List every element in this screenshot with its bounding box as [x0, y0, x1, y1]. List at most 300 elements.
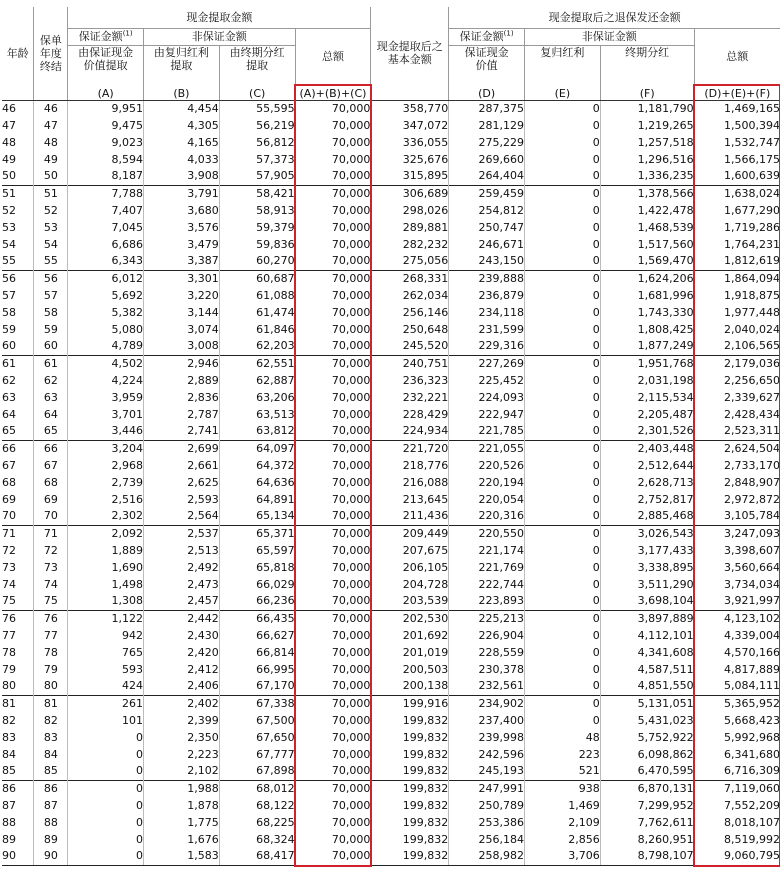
- table-row: [2, 440, 780, 457]
- table-row: [2, 338, 780, 355]
- cell-total-withdrawal: 70,000: [295, 338, 371, 355]
- cell-e: 0: [525, 440, 601, 457]
- cell-f: 5,752,922: [600, 729, 694, 746]
- surrender-guaranteed-note: (1): [503, 29, 514, 38]
- table-row: [2, 457, 780, 474]
- cell-c: 66,995: [219, 661, 295, 678]
- cell-f: 3,026,543: [600, 525, 694, 542]
- cell-a: 1,498: [68, 576, 144, 593]
- cell-c: 57,373: [219, 151, 295, 168]
- cell-f: 5,131,051: [600, 695, 694, 712]
- cell-policy-year: 70: [34, 508, 68, 525]
- cell-age: 83: [2, 729, 34, 746]
- cell-f: 4,341,608: [600, 644, 694, 661]
- cell-total-withdrawal: 70,000: [295, 457, 371, 474]
- cell-policy-year: 59: [34, 321, 68, 338]
- cell-total-withdrawal: 70,000: [295, 661, 371, 678]
- cell-policy-year: 66: [34, 440, 68, 457]
- cell-total-surrender: 8,519,992: [724, 832, 780, 846]
- cell-total-surrender: 2,339,627: [724, 390, 780, 404]
- cell-a: 5,692: [68, 287, 144, 304]
- withdrawal-guaranteed-text: 保证金额: [78, 30, 123, 43]
- cell-a: 9,023: [68, 134, 144, 151]
- cell-a: 6,012: [68, 270, 144, 287]
- cell-total-surrender: 4,339,004: [724, 628, 780, 642]
- cell-basic-amount: 203,539: [371, 593, 449, 610]
- cell-d: 243,150: [449, 253, 525, 270]
- header-policy-year: 保单 年度 终结: [34, 7, 68, 100]
- cell-b: 2,442: [144, 610, 220, 627]
- cell-f: 1,951,768: [600, 355, 694, 372]
- table-row: [2, 253, 780, 270]
- cell-a: 3,204: [68, 440, 144, 457]
- table-row: [2, 763, 780, 780]
- cell-e: 0: [525, 610, 601, 627]
- cell-f: 2,403,448: [600, 440, 694, 457]
- cell-age: 90: [2, 848, 34, 865]
- cell-total-withdrawal: 70,000: [295, 729, 371, 746]
- table-row: [2, 287, 780, 304]
- cell-policy-year: 53: [34, 219, 68, 236]
- cell-c: 62,887: [219, 372, 295, 389]
- cell-c: 68,324: [219, 831, 295, 848]
- surrender-guaranteed-text: 保证金额: [459, 30, 504, 43]
- cell-total-surrender: 3,560,664: [724, 560, 780, 574]
- cell-a: 0: [68, 729, 144, 746]
- table-row: [2, 355, 780, 372]
- cell-total-withdrawal: 70,000: [295, 372, 371, 389]
- cell-e: 48: [525, 729, 601, 746]
- cell-total-withdrawal: 70,000: [295, 304, 371, 321]
- cell-f: 1,219,265: [600, 117, 694, 134]
- cell-total-surrender: 3,398,607: [724, 543, 780, 557]
- cell-age: 48: [2, 134, 34, 151]
- cell-d: 220,526: [449, 457, 525, 474]
- cell-c: 66,435: [219, 610, 295, 627]
- cell-a: 2,092: [68, 525, 144, 542]
- cell-b: 3,479: [144, 236, 220, 253]
- header-surrender-group: 现金提取后之退保发还金额: [449, 7, 780, 28]
- cell-age: 87: [2, 797, 34, 814]
- cell-policy-year: 78: [34, 644, 68, 661]
- cell-basic-amount: 199,832: [371, 729, 449, 746]
- cell-e: 938: [525, 780, 601, 797]
- cell-total-withdrawal: 70,000: [295, 593, 371, 610]
- cell-c: 60,270: [219, 253, 295, 270]
- table-row: [2, 831, 780, 848]
- cell-d: 281,129: [449, 117, 525, 134]
- cell-b: 2,223: [144, 746, 220, 763]
- cell-age: 69: [2, 491, 34, 508]
- cell-c: 67,338: [219, 695, 295, 712]
- cell-policy-year: 49: [34, 151, 68, 168]
- cell-d: 253,386: [449, 814, 525, 831]
- cell-b: 2,946: [144, 355, 220, 372]
- cell-total-surrender: 2,106,565: [724, 339, 780, 353]
- cell-total-surrender: 2,848,907: [724, 475, 780, 489]
- cell-basic-amount: 306,689: [371, 185, 449, 202]
- table-row: [2, 525, 780, 542]
- cell-b: 3,074: [144, 321, 220, 338]
- cell-total-surrender: 1,977,448: [724, 305, 780, 319]
- cell-c: 63,812: [219, 423, 295, 440]
- cell-basic-amount: 262,034: [371, 287, 449, 304]
- cell-f: 3,511,290: [600, 576, 694, 593]
- cell-policy-year: 85: [34, 763, 68, 780]
- cell-age: 89: [2, 831, 34, 848]
- cell-f: 1,181,790: [600, 100, 694, 117]
- cell-b: 2,836: [144, 389, 220, 406]
- cell-basic-amount: 218,776: [371, 457, 449, 474]
- cell-a: 0: [68, 831, 144, 848]
- cell-c: 66,814: [219, 644, 295, 661]
- cell-a: 0: [68, 763, 144, 780]
- cell-f: 7,299,952: [600, 797, 694, 814]
- cell-e: 0: [525, 219, 601, 236]
- cell-a: 4,502: [68, 355, 144, 372]
- table-row: [2, 814, 780, 831]
- cell-total-surrender: 5,668,423: [724, 713, 780, 727]
- cell-d: 231,599: [449, 321, 525, 338]
- header-age: [2, 7, 34, 100]
- cell-basic-amount: 245,520: [371, 338, 449, 355]
- cell-b: 2,661: [144, 457, 220, 474]
- cell-b: 2,564: [144, 508, 220, 525]
- cell-total-surrender: 1,566,175: [724, 152, 780, 166]
- cell-f: 3,698,104: [600, 593, 694, 610]
- cell-policy-year: 82: [34, 712, 68, 729]
- cell-policy-year: 46: [34, 100, 68, 117]
- cell-total-surrender: 1,764,231: [724, 237, 780, 251]
- cell-policy-year: 72: [34, 542, 68, 559]
- cell-b: 4,305: [144, 117, 220, 134]
- cell-total-surrender: 4,817,889: [724, 662, 780, 676]
- cell-d: 222,744: [449, 576, 525, 593]
- cell-total-surrender: 2,040,024: [724, 322, 780, 336]
- cell-total-withdrawal: 70,000: [295, 474, 371, 491]
- cell-f: 1,808,425: [600, 321, 694, 338]
- cell-b: 2,350: [144, 729, 220, 746]
- cell-policy-year: 86: [34, 780, 68, 797]
- cell-age: 64: [2, 406, 34, 423]
- table-row: [2, 389, 780, 406]
- cell-b: 2,787: [144, 406, 220, 423]
- table-row: [2, 168, 780, 185]
- cell-policy-year: 50: [34, 168, 68, 185]
- cell-basic-amount: 206,105: [371, 559, 449, 576]
- cell-basic-amount: 224,934: [371, 423, 449, 440]
- cell-basic-amount: 211,436: [371, 508, 449, 525]
- cell-age: 59: [2, 321, 34, 338]
- cell-total-surrender: 3,734,034: [724, 577, 780, 591]
- cell-d: 220,316: [449, 508, 525, 525]
- cell-f: 1,378,566: [600, 185, 694, 202]
- cell-policy-year: 65: [34, 423, 68, 440]
- table-row: [2, 270, 780, 287]
- cell-age: 58: [2, 304, 34, 321]
- cell-c: 64,636: [219, 474, 295, 491]
- cell-total-surrender: 3,247,093: [694, 525, 780, 542]
- cell-a: 942: [68, 627, 144, 644]
- cell-c: 66,627: [219, 627, 295, 644]
- table-row: [2, 542, 780, 559]
- cell-basic-amount: 221,720: [371, 440, 449, 457]
- cell-e: 2,109: [525, 814, 601, 831]
- cell-d: 275,229: [449, 134, 525, 151]
- cell-c: 66,236: [219, 593, 295, 610]
- cell-age: 56: [2, 270, 34, 287]
- cell-basic-amount: 216,088: [371, 474, 449, 491]
- cell-d: 222,947: [449, 406, 525, 423]
- cell-basic-amount: 315,895: [371, 168, 449, 185]
- cell-total-withdrawal: 70,000: [295, 814, 371, 831]
- table-row: [2, 627, 780, 644]
- cell-b: 2,406: [144, 678, 220, 695]
- cell-f: 2,301,526: [600, 423, 694, 440]
- table-row: [2, 797, 780, 814]
- cell-b: 2,412: [144, 661, 220, 678]
- cell-a: 3,701: [68, 406, 144, 423]
- cell-a: 0: [68, 814, 144, 831]
- table-row: [2, 678, 780, 695]
- cell-a: 7,407: [68, 202, 144, 219]
- cell-b: 2,420: [144, 644, 220, 661]
- cell-d: 229,316: [449, 338, 525, 355]
- cell-total-surrender: 4,123,102: [694, 610, 780, 627]
- cell-policy-year: 87: [34, 797, 68, 814]
- cell-f: 1,569,470: [600, 253, 694, 270]
- cell-e: 0: [525, 423, 601, 440]
- cell-f: 3,338,895: [600, 559, 694, 576]
- cell-policy-year: 79: [34, 661, 68, 678]
- cell-age: 74: [2, 576, 34, 593]
- cell-e: 0: [525, 491, 601, 508]
- cell-f: 1,517,560: [600, 236, 694, 253]
- cell-total-surrender: 1,600,639: [724, 169, 780, 183]
- cell-total-surrender: 1,677,290: [724, 203, 780, 217]
- cell-d: 247,991: [449, 780, 525, 797]
- cell-total-surrender: 5,365,952: [694, 695, 780, 712]
- table-row: [2, 134, 780, 151]
- cell-policy-year: 88: [34, 814, 68, 831]
- cell-e: 0: [525, 100, 601, 117]
- cell-total-withdrawal: 70,000: [295, 406, 371, 423]
- label-b: (B): [144, 85, 220, 100]
- cell-policy-year: 71: [34, 525, 68, 542]
- cell-e: 0: [525, 474, 601, 491]
- cell-b: 2,457: [144, 593, 220, 610]
- cell-total-surrender: 6,341,680: [724, 747, 780, 761]
- cell-age: 68: [2, 474, 34, 491]
- cell-d: 254,812: [449, 202, 525, 219]
- cell-c: 67,650: [219, 729, 295, 746]
- cell-f: 1,624,206: [600, 270, 694, 287]
- cell-basic-amount: 199,832: [371, 831, 449, 848]
- table-row: [2, 202, 780, 219]
- cell-a: 1,308: [68, 593, 144, 610]
- cell-b: 2,473: [144, 576, 220, 593]
- cell-total-withdrawal: 70,000: [295, 627, 371, 644]
- cell-age: 82: [2, 712, 34, 729]
- cell-b: 3,301: [144, 270, 220, 287]
- cell-a: 1,122: [68, 610, 144, 627]
- cell-b: 1,988: [144, 780, 220, 797]
- cell-c: 64,891: [219, 491, 295, 508]
- label-def: (D)+(E)+(F): [694, 85, 780, 100]
- cell-basic-amount: 199,832: [371, 746, 449, 763]
- cell-age: 47: [2, 117, 34, 134]
- cell-f: 8,798,107: [600, 848, 694, 865]
- cell-a: 1,690: [68, 559, 144, 576]
- cell-f: 2,512,644: [600, 457, 694, 474]
- cell-d: 269,660: [449, 151, 525, 168]
- cell-d: 239,888: [449, 270, 525, 287]
- cell-age: 85: [2, 763, 34, 780]
- label-d: (D): [449, 85, 525, 100]
- cell-c: 67,898: [219, 763, 295, 780]
- cell-e: 0: [525, 304, 601, 321]
- cell-age: 73: [2, 559, 34, 576]
- cell-d: 250,789: [449, 797, 525, 814]
- cell-c: 67,170: [219, 678, 295, 695]
- cell-age: 51: [2, 185, 34, 202]
- header-withdrawal-group: 现金提取金额: [68, 7, 371, 28]
- cell-basic-amount: 200,138: [371, 678, 449, 695]
- cell-f: 4,112,101: [600, 627, 694, 644]
- cell-a: 0: [68, 746, 144, 763]
- table-row: [2, 729, 780, 746]
- cell-total-surrender: 4,570,166: [724, 645, 780, 659]
- cell-c: 62,551: [219, 355, 295, 372]
- cell-basic-amount: 240,751: [371, 355, 449, 372]
- cell-total-withdrawal: 70,000: [295, 678, 371, 695]
- cell-b: 2,102: [144, 763, 220, 780]
- cell-policy-year: 54: [34, 236, 68, 253]
- cell-f: 2,752,817: [600, 491, 694, 508]
- cell-d: 258,982: [449, 848, 525, 865]
- cell-age: 66: [2, 440, 34, 457]
- cell-a: 7,788: [68, 185, 144, 202]
- cell-a: 4,789: [68, 338, 144, 355]
- cell-e: 0: [525, 712, 601, 729]
- cell-d: 232,561: [449, 678, 525, 695]
- cell-policy-year: 67: [34, 457, 68, 474]
- cell-total-surrender: 1,918,875: [724, 288, 780, 302]
- cell-policy-year: 48: [34, 134, 68, 151]
- cell-f: 7,762,611: [600, 814, 694, 831]
- cell-e: 0: [525, 202, 601, 219]
- table-row: [2, 491, 780, 508]
- cell-d: 246,671: [449, 236, 525, 253]
- cell-e: 0: [525, 151, 601, 168]
- cell-total-surrender: 7,552,209: [724, 798, 780, 812]
- cell-total-surrender: 8,018,107: [724, 815, 780, 829]
- cell-a: 0: [68, 848, 144, 865]
- cell-basic-amount: 199,832: [371, 848, 449, 865]
- cell-total-withdrawal: 70,000: [295, 355, 371, 372]
- header-age-text: 年龄: [6, 46, 29, 60]
- cell-total-surrender: 1,719,286: [724, 220, 780, 234]
- cell-d: 225,452: [449, 372, 525, 389]
- cell-c: 63,513: [219, 406, 295, 423]
- cell-b: 3,576: [144, 219, 220, 236]
- cell-d: 225,213: [449, 610, 525, 627]
- cell-c: 67,777: [219, 746, 295, 763]
- cell-total-surrender: 3,921,997: [724, 594, 780, 608]
- cell-total-surrender: 1,638,024: [694, 185, 780, 202]
- cell-f: 1,296,516: [600, 151, 694, 168]
- cell-d: 221,174: [449, 542, 525, 559]
- cell-b: 2,492: [144, 559, 220, 576]
- cell-total-withdrawal: 70,000: [295, 100, 371, 117]
- cell-basic-amount: 204,728: [371, 576, 449, 593]
- cell-d: 227,269: [449, 355, 525, 372]
- cell-d: 236,879: [449, 287, 525, 304]
- cell-e: 0: [525, 321, 601, 338]
- cell-e: 0: [525, 236, 601, 253]
- cell-basic-amount: 199,832: [371, 797, 449, 814]
- cell-a: 6,343: [68, 253, 144, 270]
- cell-d: 220,054: [449, 491, 525, 508]
- cell-e: 0: [525, 593, 601, 610]
- cell-e: 0: [525, 542, 601, 559]
- cell-b: 1,878: [144, 797, 220, 814]
- cell-e: 0: [525, 253, 601, 270]
- cell-e: 0: [525, 457, 601, 474]
- table-row: [2, 576, 780, 593]
- cell-b: 2,699: [144, 440, 220, 457]
- label-a: (A): [68, 85, 144, 100]
- cell-a: 101: [68, 712, 144, 729]
- cell-f: 1,681,996: [600, 287, 694, 304]
- cell-a: 8,187: [68, 168, 144, 185]
- cell-basic-amount: 250,648: [371, 321, 449, 338]
- cell-c: 59,379: [219, 219, 295, 236]
- cell-a: 3,446: [68, 423, 144, 440]
- cell-c: 56,812: [219, 134, 295, 151]
- table-row: [2, 712, 780, 729]
- cell-age: 63: [2, 389, 34, 406]
- cell-f: 1,336,235: [600, 168, 694, 185]
- cell-basic-amount: 298,026: [371, 202, 449, 219]
- cell-age: 88: [2, 814, 34, 831]
- cell-c: 64,372: [219, 457, 295, 474]
- cell-policy-year: 74: [34, 576, 68, 593]
- cell-a: 9,951: [68, 100, 144, 117]
- cell-c: 61,474: [219, 304, 295, 321]
- cell-e: 0: [525, 406, 601, 423]
- cell-policy-year: 77: [34, 627, 68, 644]
- cell-d: 234,902: [449, 695, 525, 712]
- cell-d: 250,747: [449, 219, 525, 236]
- withdrawal-guaranteed-note: (1): [122, 29, 133, 38]
- cell-e: 0: [525, 525, 601, 542]
- cell-b: 2,593: [144, 491, 220, 508]
- cell-c: 62,203: [219, 338, 295, 355]
- cell-basic-amount: 199,832: [371, 712, 449, 729]
- cell-total-surrender: 5,084,111: [724, 679, 780, 693]
- cell-total-surrender: 6,716,309: [724, 764, 780, 778]
- cell-policy-year: 83: [34, 729, 68, 746]
- label-e: (E): [525, 85, 601, 100]
- cell-b: 1,775: [144, 814, 220, 831]
- cell-e: 0: [525, 355, 601, 372]
- cell-f: 6,870,131: [600, 780, 694, 797]
- cell-policy-year: 63: [34, 389, 68, 406]
- cell-total-withdrawal: 70,000: [295, 525, 371, 542]
- cell-a: 6,686: [68, 236, 144, 253]
- cell-c: 57,905: [219, 168, 295, 185]
